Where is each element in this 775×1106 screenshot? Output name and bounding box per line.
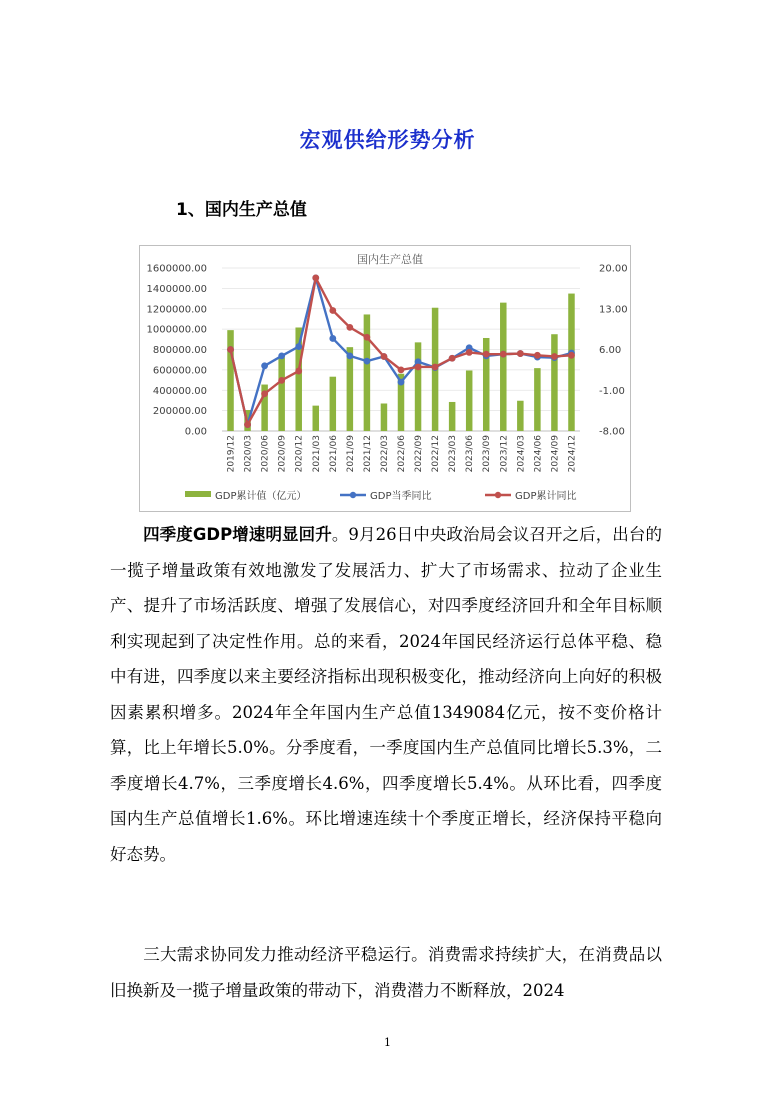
gdp-bar [330,377,337,431]
gdp-bar [227,330,234,431]
left-tick-label: 1400000.00 [146,283,207,295]
left-tick-label: 600000.00 [152,365,207,377]
page-title: 宏观供给形势分析 [299,128,476,152]
category-label: 2020/06 [260,435,271,473]
series-point [295,368,302,375]
left-tick-label: 0.00 [184,426,207,438]
legend-swatch [185,491,211,497]
right-tick-label: -1.00 [599,385,625,397]
series-point [346,324,353,331]
series-point [364,358,371,365]
category-label: 2022/06 [397,435,407,473]
left-tick-label: 1000000.00 [146,324,207,336]
legend-label: GDP累计值（亿元） [215,491,307,502]
paragraph-lead: 四季度GDP增速明显回升 [143,525,332,544]
right-tick-label: 6.00 [599,345,622,356]
series-point [278,353,285,360]
series-point [500,351,507,358]
right-tick-label: 20.00 [599,263,628,275]
gdp-bar [568,294,575,431]
series-point [551,353,558,360]
series-point [346,353,353,360]
left-tick-label: 800000.00 [152,345,207,356]
gdp-bar [415,342,422,431]
series-point [329,335,336,342]
series-point [432,364,439,371]
category-label: 2023/03 [448,435,459,473]
left-tick-label: 1200000.00 [146,304,207,316]
gdp-bar [500,303,507,431]
right-tick-label: 13.00 [599,304,628,316]
gdp-bar [534,368,541,431]
category-label: 2020/12 [294,435,305,473]
series-point [244,421,251,428]
series-point [534,352,541,359]
category-label: 2022/12 [431,435,442,473]
series-point [278,377,285,384]
series-point [415,364,422,371]
legend-swatch-marker [350,492,356,498]
series-point [483,351,490,358]
gdp-bar [449,402,456,431]
category-label: 2023/12 [499,435,510,473]
paragraph-body: 。9月26日中央政治局会议召开之后，出台的一揽子增量政策有效地激发了发展活力、扩大了市场需求、拉动了企业生产、提升了市场活跃度、增强了发展信心，对四季度经济回升和全年目标顺利实现起到了决定性作用。总的来看，2024年国民经济运行总体平稳、稳中有进，四季度以来主要经济指标出现积极变化，推动经济向上向好的积极因素累积增多。2024年全年国内生产总值1349084亿元，按不变价格计算，比上年增长5.0%。分季度看，一季度国内生产总值同比增长5.3%，二季度增长4.7%，三季度增长4.6%，四季度增长5.4%。从环比看，四季度国内生产总值增长1.6%。环比增速连续十个季度正增长，经济保持平稳向好态势。 [110,525,662,864]
category-label: 2022/09 [414,435,425,473]
series-point [398,379,405,386]
category-label: 2020/09 [277,435,288,473]
page-number: 1 [384,1036,391,1049]
gdp-bar [517,401,524,431]
series-point [381,353,388,360]
series-point [398,366,405,373]
legend-swatch-marker [495,492,501,498]
gdp-bar [364,314,371,431]
gdp-bar [466,370,473,431]
left-tick-label: 1600000.00 [146,263,207,275]
category-label: 2019/12 [226,435,237,473]
gdp-bar [347,347,354,431]
series-point [312,274,319,281]
category-label: 2021/06 [328,435,339,473]
category-label: 2023/09 [482,435,493,473]
gdp-bar [313,406,320,431]
paragraph-gdp [110,517,662,872]
section-heading: 1、国内生产总值 [176,200,307,220]
left-tick-label: 400000.00 [152,385,207,397]
chart-title: 国内生产总值 [357,253,423,266]
series-point [568,352,575,359]
series-point [227,346,234,353]
category-label: 2022/03 [379,435,390,473]
category-label: 2024/03 [516,435,527,473]
series-point [295,343,302,350]
category-label: 2024/09 [550,435,561,473]
paragraph-demand [110,937,662,1008]
category-label: 2020/03 [243,435,254,473]
series-point [261,390,268,397]
series-point [329,307,336,314]
series-point [261,362,268,369]
gdp-bar [381,403,388,431]
series-point [449,355,456,362]
series-point [517,350,524,357]
gdp-chart [139,245,631,512]
gdp-chart-svg [140,246,630,511]
series-point [364,334,371,341]
legend-label: GDP累计同比 [515,491,577,502]
category-label: 2021/03 [311,435,322,473]
gdp-bar [278,357,285,431]
category-label: 2021/12 [362,435,373,473]
category-label: 2024/12 [567,435,578,473]
paragraph-demand-text: 三大需求协同发力推动经济平稳运行。消费需求持续扩大，在消费品以旧换新及一揽子增量政策的带动下，消费潜力不断释放，2024 [110,945,662,1000]
category-label: 2024/06 [533,435,544,473]
legend-label: GDP当季同比 [370,491,432,502]
series-point [466,349,473,356]
category-label: 2021/09 [345,435,356,473]
right-tick-label: -8.00 [599,426,625,438]
category-label: 2023/06 [465,435,476,473]
left-tick-label: 200000.00 [152,406,207,418]
gdp-bar [551,334,558,431]
